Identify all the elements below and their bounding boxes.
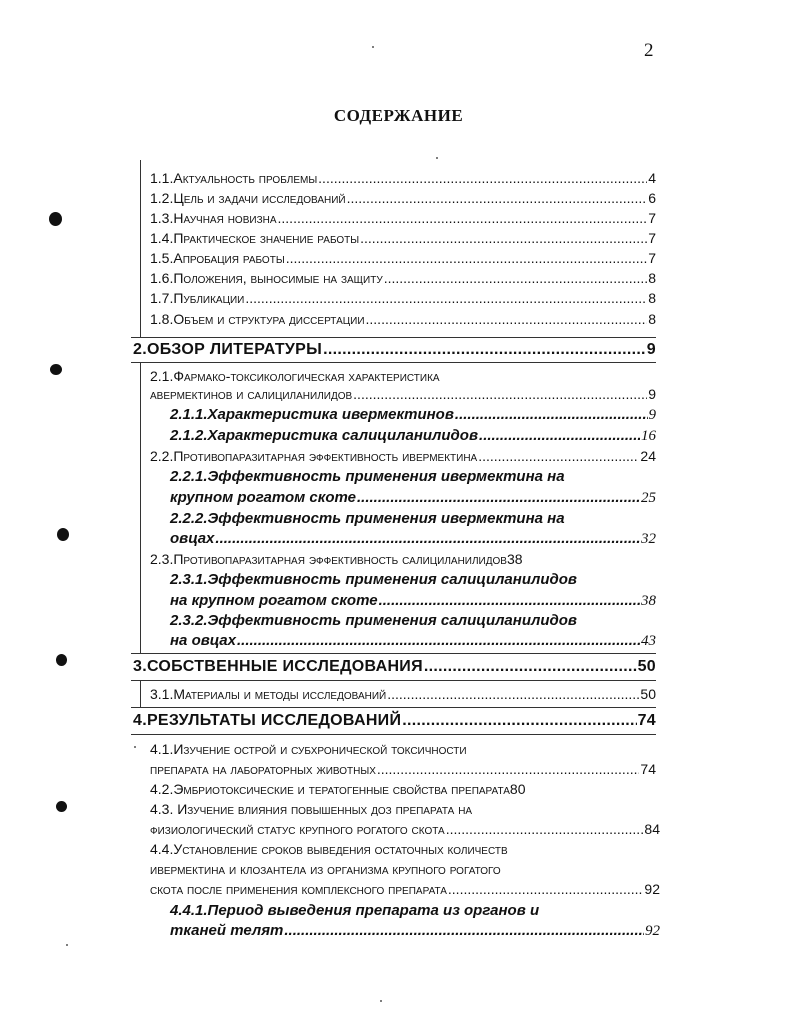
leader-dots (347, 190, 648, 206)
toc-entry-page: 9 (648, 407, 656, 423)
leader-dots (479, 427, 640, 444)
page-title: СОДЕРЖАНИЕ (333, 106, 464, 125)
leader-dots (446, 821, 644, 837)
leader-dots (215, 530, 640, 547)
toc-entry[interactable] (150, 881, 660, 897)
toc-entry-title-cont: тканей телят (170, 922, 284, 939)
leader-dots (278, 210, 648, 226)
toc-section-heading[interactable] (133, 658, 656, 676)
toc-entry-page: 74 (637, 712, 656, 729)
toc-entry-title: 2.2.1.Эффективность применения ивермектина на (170, 468, 565, 485)
toc-entry-title: 4.2.Эмбриотоксические и тератогенные свойства препарата (150, 781, 510, 797)
leader-dots (323, 341, 646, 359)
toc-subentry[interactable] (170, 427, 656, 445)
toc-entry-title: 1.7.Публикации (150, 290, 245, 306)
toc-entry-title: 2.ОБЗОР ЛИТЕРАТУРЫ (133, 341, 323, 358)
toc-subentry[interactable] (170, 406, 656, 424)
toc-entry-title-cont: скота после применения комплексного препарата (150, 881, 447, 897)
toc-entry-page: 50 (637, 658, 656, 675)
toc-entry-page: 7 (648, 230, 656, 246)
toc-entry[interactable] (150, 686, 656, 702)
toc-entry-title: 2.2.2.Эффективность применения ивермектина на (170, 510, 565, 527)
toc-entry-page: 9 (648, 386, 656, 402)
toc-section-heading[interactable] (133, 712, 656, 730)
leader-dots (286, 250, 648, 266)
toc-entry-page: 9 (646, 341, 656, 358)
toc-entry-page: 80 (509, 781, 526, 797)
toc-entry-title: 2.1.1.Характеристика ивермектинов (170, 406, 454, 423)
leader-dots (478, 448, 639, 464)
toc-entry-page: 38 (506, 551, 523, 567)
toc-entry-page: 7 (648, 250, 656, 266)
leader-dots (318, 170, 647, 186)
toc-entry-page: 50 (640, 686, 656, 702)
toc-entry-title: 1.6.Положения, выносимые на защиту (150, 270, 383, 286)
toc-entry-page: 24 (640, 448, 656, 464)
toc-entry[interactable] (150, 821, 660, 837)
toc-entry-page: 43 (641, 633, 656, 649)
toc-entry-page: 16 (641, 428, 656, 444)
toc-entry-title: 4.4.1.Период выведения препарата из органов и (170, 902, 540, 919)
toc-entry-page: 32 (641, 531, 656, 547)
toc-section-heading[interactable] (133, 341, 656, 359)
toc-entry[interactable] (150, 210, 656, 226)
toc-subentry[interactable] (170, 530, 656, 548)
toc-entry-page: 84 (644, 821, 660, 837)
toc-entry[interactable] (150, 551, 662, 567)
toc-entry[interactable] (150, 761, 656, 777)
leader-dots (357, 489, 640, 506)
toc-entry[interactable] (150, 386, 656, 402)
toc-subentry[interactable] (170, 489, 656, 507)
toc-entry[interactable] (150, 230, 656, 246)
leader-dots (448, 881, 644, 897)
leader-dots (366, 311, 648, 327)
toc-entry[interactable] (150, 250, 656, 266)
toc-entry[interactable] (150, 190, 656, 206)
toc-subentry[interactable] (170, 632, 656, 650)
toc-entry-title: 2.1.Фармако-токсикологическая характеристика (150, 368, 440, 384)
toc-entry-title: 3.СОБСТВЕННЫЕ ИССЛЕДОВАНИЯ (133, 658, 423, 675)
toc-entry-page: 8 (648, 290, 656, 306)
toc-entry-title-cont: на крупном рогатом скоте (170, 592, 378, 609)
toc-entry[interactable] (150, 311, 656, 327)
toc-entry-page: 38 (641, 593, 656, 609)
toc-entry-page: 8 (648, 270, 656, 286)
leader-dots (284, 922, 644, 939)
toc-entry-page: 25 (641, 490, 656, 506)
toc-entry-title: 4.3. Изучение влияния повышенных доз препарата на (150, 801, 473, 817)
leader-dots (455, 406, 648, 423)
toc-entry-title: 2.3.2.Эффективность применения салициланилидов (170, 612, 577, 629)
leader-dots (402, 712, 636, 730)
leader-dots (377, 761, 640, 777)
toc-entry-page: 6 (648, 190, 656, 206)
toc-entry-title: 2.3.Противопаразитарная эффективность салициланилидов (150, 551, 507, 567)
toc-entry-title: 4.4.Установление сроков выведения остаточных количеств (150, 841, 508, 857)
toc-subentry[interactable] (170, 922, 660, 940)
toc-entry-title-cont: авермектинов и салициланилидов (150, 386, 353, 402)
toc-entry-title-cont: на овцах (170, 632, 236, 649)
page-number: 2 (644, 40, 654, 61)
toc-entry-title-cont: ивермектина и клозантела из организма крупного рогатого (150, 861, 501, 877)
toc-entry[interactable] (150, 270, 656, 286)
toc-entry-title-cont: физиологический статус крупного рогатого скота (150, 821, 445, 837)
toc-entry-title: 1.5.Апробация работы (150, 250, 285, 266)
toc-entry-page: 8 (648, 311, 656, 327)
leader-dots (379, 592, 640, 609)
toc-entry-title: 1.1.Актуальность проблемы (150, 170, 318, 186)
toc-entry-title: 1.4.Практическое значение работы (150, 230, 360, 246)
toc-entry-page: 74 (640, 761, 656, 777)
leader-dots (237, 632, 640, 649)
toc-entry-title-cont: овцах (170, 530, 215, 547)
toc-entry-page: 7 (648, 210, 656, 226)
toc-entry-page: 92 (645, 923, 660, 939)
toc-entry-page: 4 (648, 170, 656, 186)
toc-entry-title: 1.3.Научная новизна (150, 210, 277, 226)
leader-dots (387, 686, 639, 702)
toc-entry-page: 92 (644, 881, 660, 897)
toc-entry[interactable] (150, 448, 656, 464)
leader-dots (360, 230, 647, 246)
toc-entry-title: 4.РЕЗУЛЬТАТЫ ИССЛЕДОВАНИЙ (133, 712, 402, 729)
toc-entry[interactable] (150, 170, 656, 186)
toc-entry-title: 2.3.1.Эффективность применения салициланилидов (170, 571, 577, 588)
toc-entry-title: 3.1.Материалы и методы исследований (150, 686, 387, 702)
leader-dots (384, 270, 648, 286)
toc-subentry[interactable] (170, 592, 656, 610)
toc-entry-title-cont: препарата на лабораторных животных (150, 761, 376, 777)
toc-entry-title: 1.2.Цель и задачи исследований (150, 190, 346, 206)
toc-entry[interactable] (150, 781, 668, 797)
toc-entry-title-cont: крупном рогатом скоте (170, 489, 356, 506)
leader-dots (424, 658, 637, 676)
toc-entry-title: 1.8.Объем и структура диссертации (150, 311, 365, 327)
toc-entry-title: 2.2.Противопаразитарная эффективность ивермектина (150, 448, 478, 464)
toc-entry[interactable] (150, 290, 656, 306)
toc-entry-title: 2.1.2.Характеристика салициланилидов (170, 427, 479, 444)
leader-dots (245, 290, 647, 306)
toc-entry-title: 4.1.Изучение острой и субхронической токсичности (150, 741, 467, 757)
leader-dots (353, 386, 647, 402)
